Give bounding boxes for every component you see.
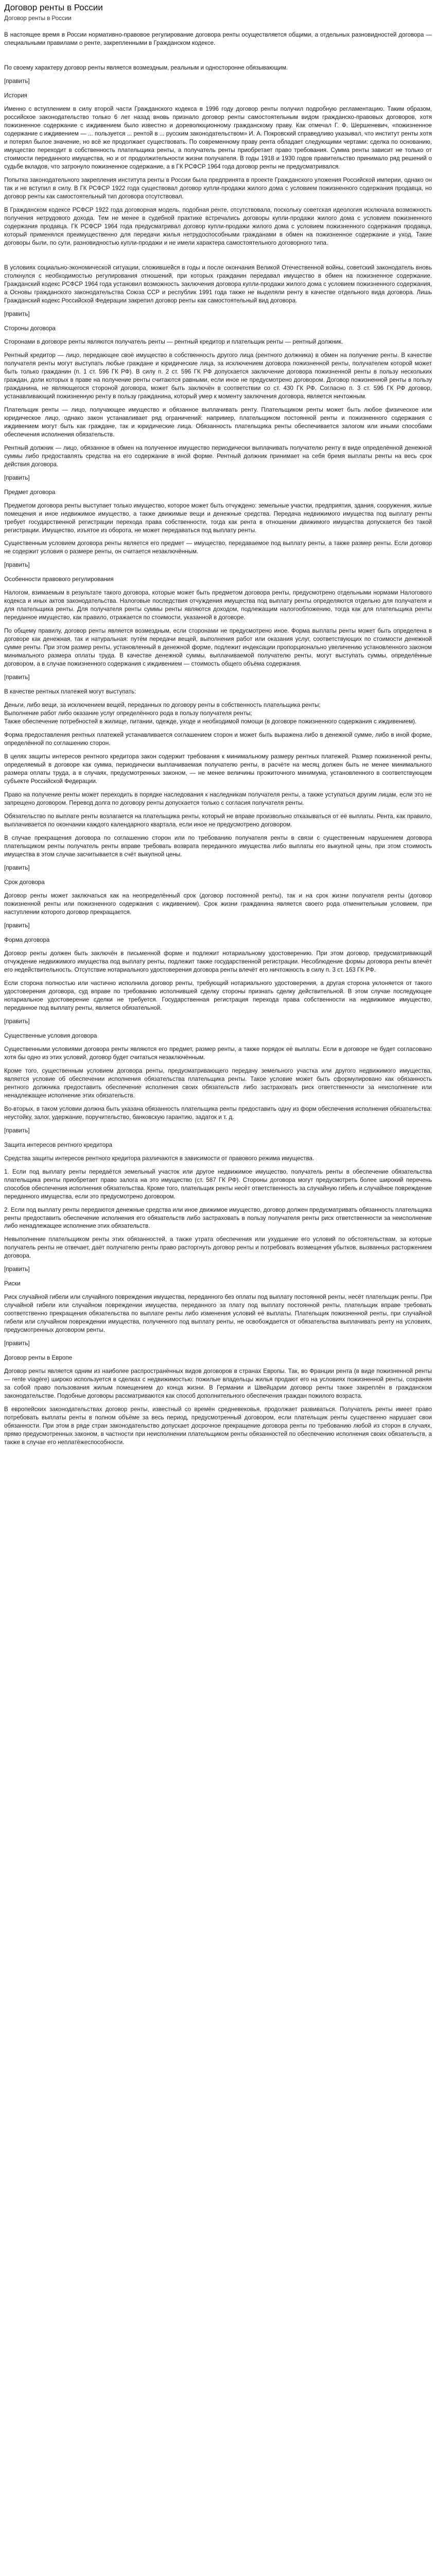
section-heading: Стороны договора	[4, 325, 56, 332]
paragraph: Невыполнение плательщиком ренты этих обязанностей, а также утрата обеспечения или ухудшение его условий по обстоятельствам, за которые получатель ренты не отвечает, даёт получателю ренты право расторгнуть договор ренты и потребовать возмещения убытков, вызванных расторжением договора.	[4, 1236, 432, 1260]
edit-link[interactable]: [править]	[4, 1127, 30, 1134]
section-heading: Существенные условия договора	[4, 1032, 97, 1039]
paragraph: В настоящее время в России нормативно-правовое регулирование договора ренты осуществляется общими, а отдельных разновидностей договора — специальными правилами о ренте, закрепленными в Гражданском кодексе.	[4, 31, 432, 47]
article-body	[4, 31, 432, 1447]
edit-link[interactable]: [править]	[4, 674, 30, 681]
edit-link[interactable]: [править]	[4, 1266, 30, 1273]
paragraph: Риск случайной гибели или случайного повреждения имущества, переданного без оплаты под выплату постоянной ренты, несёт плательщик ренты. При случайной гибели или случайном повреждении имущества, переданного за плату под выплату постоянной ренты, плательщик вправе требовать соответственно прекращения обязательства по выплате ренты либо изменения условий её выплаты. Плательщик пожизненной ренты, при случайной гибели или случайном повреждении имущества, полученного под выплату ренты, не освобождается от обязательства выплачивать ренту на условиях, предусмотренных договором ренты.	[4, 1294, 432, 1334]
page-title: Договор ренты в России	[4, 3, 103, 12]
paragraph: Рентный кредитор — лицо, передающее своё имущество в собственность другого лица (рентного должника) в обмен на получение ренты. В качестве получателя ренты могут выступать любые граждане и юридические лица, за исключением договора пожизненной ренты, получателем которой может быть только гражданин (п. 1 ст. 596 ГК РФ). В силу п. 2 ст. 596 ГК РФ допускается заключение договора пожизненной ренты в пользу нескольких граждан, доли которых в праве на получение ренты считаются равными, если иное не предусмотрено договором. Договор пожизненной ренты в пользу гражданина, не являющегося стороной договора, может быть заключён в соответствии со ст. 430 ГК РФ. Согласно п. 3 ст. 596 ГК РФ договор, устанавливающий пожизненную ренту в пользу гражданина, который умер к моменту заключения договора, является ничтожным.	[4, 351, 432, 400]
paragraph: Договор ренты может заключаться как на неопределённый срок (договор постоянной ренты), так и на срок жизни получателя ренты (договор пожизненной ренты или пожизненного содержания с иждивением). Срок жизни гражданина является своего рода отменительным условием, при наступлении которого договор прекращается.	[4, 892, 432, 916]
section-heading: История	[4, 92, 27, 99]
paragraph: Именно с вступлением в силу второй части Гражданского кодекса в 1996 году договор ренты получил подробную регламентацию. Таким образом, российское законодательство только 6 лет назад вновь признало договор ренты самостоятельным видом гражданско-правовых договоров, хотя пожизненное содержание с иждивением было известно и дореволюционному гражданскому праву. Как отмечал Г. Ф. Шершеневич, «пожизненное содержание с иждивением — ... пользуется ... рентой в ... русским законодательством» И. А. Покровский справедливо указывал, что институт ренты хотя и потерял былое значение, но всё же продолжает существовать. По современному праву рента обладает следующими чертами: сделка по основанию, имущество переходит в собственность плательщика ренты, а получатель ренты приобретает право требования. Сумма ренты зависит не только от стоимости переданного имущества, но и от продолжительности жизни получателя. В годы 1918 и 1930 годов правительство принимало ряд решений о судьбе вкладов, что затронуло пожизненное содержание, а в ГК РСФСР 1964 года договор ренты не предусматривался.	[4, 106, 432, 171]
paragraph: Предметом договора ренты выступает только имущество, которое может быть отчуждено: земельные участки, предприятия, здания, сооружения, жилые помещения и иное недвижимое имущество, а также движимые вещи и денежные средства. Передача недвижимого имущества под выплату ренты требует государственной регистрации перехода права собственности, тогда как рента в отношении движимого имущества допускается без такой регистрации. Имущество, изъятое из оборота, не может передаваться под выплату ренты.	[4, 502, 432, 534]
paragraph: В качестве рентных платежей могут выступать:	[4, 688, 136, 696]
paragraph: 1. Если под выплату ренты передаётся земельный участок или другое недвижимое имущество, получатель ренты в обеспечение обязательства плательщика ренты приобретает право залога на это имущество (ст. 587 ГК РФ). Стороны договора могут предусмотреть более широкий перечень способов обеспечения исполнения обязательства. Кроме того, плательщик ренты несёт ответственность за случайную гибель и случайное повреждение переданного имущества, если это предусмотрено договором.	[4, 1168, 432, 1200]
paragraph: Попытка законодательного закрепления института ренты в России была предпринята в проекте Гражданского уложения Российской империи, однако он так и не вступил в силу. В ГК РСФСР 1922 года существовал договор купли-продажи жилого дома с условием пожизненного содержания продавца, но договор ренты как самостоятельный тип договора отсутствовал.	[4, 177, 432, 200]
paragraph: Существенным условием договора ренты является его предмет — имущество, передаваемое под выплату ренты, а также размер ренты. Если договор не содержит условия о размере ренты, он считается незаключённым.	[4, 540, 432, 555]
paragraph: 2. Если под выплату ренты передаются денежные средства или иное движимое имущество, договор должен предусматривать обязанность плательщика ренты предоставить обеспечение исполнения его обязательств либо застраховать в пользу получателя ренты риск ответственности за неисполнение либо ненадлежащее исполнение этих обязательств.	[4, 1206, 432, 1230]
section-heading: Предмет договора	[4, 488, 56, 496]
paragraph: Во-вторых, в таком условии должна быть указана обязанность плательщика ренты предоставить одну из форм обеспечения исполнения обязательства: неустойку, залог, удержание, поручительство, банковскую гарантию, задаток и т. д.	[4, 1105, 432, 1121]
paragraph: Форма предоставления рентных платежей устанавливается соглашением сторон и может быть выражена либо в денежной сумме, либо в иной форме, определённой по соглашению сторон.	[4, 732, 432, 747]
paragraph: Право на получение ренты может переходить в порядке наследования к наследникам получателя ренты, а также уступаться другим лицам, если это не запрещено договором. Перевод долга по договору ренты допускается только с согласия получателя ренты.	[4, 791, 432, 807]
paragraph: В случае прекращения договора по соглашению сторон или по требованию получателя ренты в связи с существенным нарушением договора плательщиком ренты получатель ренты вправе требовать возврата переданного имущества либо выплаты его выкупной цены, при этом стоимость имущества в этом случае засчитывается в счёт выкупной цены.	[4, 835, 432, 858]
edit-link[interactable]: [править]	[4, 865, 30, 871]
section-heading: Договор ренты в Европе	[4, 1354, 73, 1362]
paragraph: Договор ренты является одним из наиболее распространённых видов договоров в странах Европы. Так, во Франции рента (в виде пожизненной ренты — rente viagère) широко используется в сделках с недвижимостью: пожилые владельцы жилья продают его на условиях пожизненной ренты, сохраняя за собой право пользования жилым помещением до конца жизни. В Германии и Швейцарии договор ренты также закреплён в гражданском законодательстве. Подобные договоры рассматриваются как способ дополнительного обеспечения граждан пожилого возраста.	[4, 1368, 432, 1400]
paragraph: Плательщик ренты — лицо, получающее имущество и обязанное выплачивать ренту. Плательщиком ренты может быть любое физическое или юридическое лицо, однако закон устанавливает ряд ограничений: например, плательщиком постоянной ренты и пожизненного содержания с иждивением могут быть как граждане, так и юридические лица. Обязанность плательщика ренты обеспечивается залогом или иными способами обеспечения исполнения обязательств.	[4, 406, 432, 438]
paragraph: В европейских законодательствах договор ренты, известный со времён средневековья, продолжает развиваться. Получатель ренты имеет право потребовать выплаты ренты в полном объёме за весь период, предусмотренный договором, если плательщик ренты существенно нарушает свои обязанности. При этом в ряде стран законодательство допускает досрочное прекращение договора ренты по требованию любой из сторон в случаях, прямо предусмотренных законом, в частности при неисполнении плательщиком ренты обязанностей по обеспечению исполнения своих обязательств, а также в случае его неплатёжеспособности.	[4, 1406, 432, 1446]
paragraph: Кроме того, существенным условием договора ренты, предусматривающего передачу земельного участка или другого недвижимого имущества, является условие об обеспечении исполнения обязательства плательщика ренты. Такое условие может быть сформулировано как обязанность рентного должника предоставить обеспечение исполнения своих обязательств либо застраховать риск ответственности за неисполнение или ненадлежащее исполнение этих обязательств.	[4, 1067, 432, 1099]
paragraph: По своему характеру договор ренты является возмездным, реальным и односторонне обязывающим.	[4, 64, 288, 72]
paragraph: Рентный должник — лицо, обязанное в обмен на полученное имущество периодически выплачивать получателю ренту в виде определённой денежной суммы либо предоставлять средства на его содержание в иной форме. Рентный должник принимает на себя бремя выплаты ренты на весь срок действия договора.	[4, 444, 432, 468]
edit-link[interactable]: [править]	[4, 562, 30, 569]
breadcrumb[interactable]: Договор ренты в России	[4, 15, 72, 22]
paragraph: Налогом, взимаемым в результате такого договора, которые может быть предметом договора ренты, предусмотрено отдельными нормами Налогового кодекса и иных актов законодательства. Налоговые последствия отчуждения имущества под выплату ренты определяются отдельно для получателя и для плательщика ренты. Для получателя ренты суммы ренты являются доходом, подлежащим налогообложению, тогда как для плательщика ренты переданное имущество, как правило, отражается по стоимости, указанной в договоре.	[4, 589, 432, 621]
edit-link[interactable]: [править]	[4, 78, 30, 85]
edit-link[interactable]: [править]	[4, 474, 30, 481]
paragraph: В Гражданском кодексе РСФСР 1922 года договорная модель, подобная ренте, отсутствовала, поскольку советская идеология исключала возможность получения нетрудового дохода. Тем не менее в судебной практике встречались договоры купли-продажи жилого дома с условием пожизненного содержания продавца. ГК РСФСР 1964 года предусматривал договор купли-продажи жилого дома с условием пожизненного содержания продавца, который применялся преимущественно для передачи жилья нетрудоспособными гражданами в обмен на пожизненное содержание и уход. Такие договоры были, по сути, разновидностью купли-продажи и не имели характера самостоятельного договорного типа.	[4, 206, 432, 246]
paragraph: В целях защиты интересов рентного кредитора закон содержит требования к минимальному размеру рентных платежей. Размер пожизненной ренты, определяемый в договоре как сумма, периодически выплачиваемая получателю ренты, в расчёте на месяц должен быть не менее минимального размера оплаты труда, а в случаях, предусмотренных законом, — не менее величины прожиточного минимума, установленного в соответствующем субъекте Российской Федерации.	[4, 753, 432, 785]
section-heading: Срок договора	[4, 878, 45, 886]
edit-link[interactable]: [править]	[4, 922, 30, 929]
paragraph: Сторонами в договоре ренты являются получатель ренты — рентный кредитор и плательщик ренты — рентный должник.	[4, 338, 343, 345]
paragraph: По общему правилу, договор ренты является возмездным, если сторонами не предусмотрено иное. Форма выплаты ренты может быть определена в договоре как денежная, так и натуральная: путём передачи вещей, выполнения работ или оказания услуг, соответствующих по стоимости денежной сумме ренты. При этом размер ренты, установленный в денежной форме, подлежит индексации пропорционально увеличению установленного законом минимального размера оплаты труда. В качестве денежной суммы, выплачиваемой получателю ренты, могут выступать суммы, определённые договором, а в случае пожизненного содержания с иждивением — стоимость общего объёма содержания.	[4, 628, 432, 668]
paragraph: Если сторона полностью или частично исполнила договор ренты, требующий нотариального удостоверения, а другая сторона уклоняется от такого удостоверения договора, суд вправе по требованию исполнившей сделку стороны признать сделку действительной. В этом случае последующее нотариальное удостоверение сделки не требуется. Государственная регистрация перехода права собственности на недвижимое имущество, переданное под выплату ренты, является обязательной.	[4, 979, 432, 1011]
paragraph: Деньги, либо вещи, за исключением вещей, переданных по договору ренты в собственность плательщика ренты; Выполнение работ либо оказание услуг определённого рода в пользу получателя ренты; Также обеспечение потребностей в жилище, питании, одежде, уходе и необходимой помощи (в договоре пожизненного содержания с иждивением).	[4, 702, 417, 725]
paragraph: Договор ренты должен быть заключён в письменной форме и подлежит нотариальному удостоверению. При этом договор, предусматривающий отчуждение недвижимого имущества под выплату ренты, подлежит также государственной регистрации. Несоблюдение формы договора ренты влечёт его недействительность. Отсутствие нотариального удостоверения договора ренты влечёт его ничтожность в силу п. 3 ст. 163 ГК РФ.	[4, 950, 432, 973]
edit-link[interactable]: [править]	[4, 1340, 30, 1347]
edit-link[interactable]: [править]	[4, 1018, 30, 1025]
paragraph: Обязательство по выплате ренты возлагается на плательщика ренты, который не вправе произвольно отказываться от её выплаты. Рента, как правило, выплачивается по окончании каждого календарного квартала, если иное не предусмотрено договором.	[4, 813, 432, 828]
edit-link[interactable]: [править]	[4, 310, 30, 317]
section-heading: Риски	[4, 1280, 21, 1287]
section-heading: Особенности правового регулирования	[4, 576, 114, 583]
section-heading: Форма договора	[4, 936, 50, 943]
paragraph: В условиях социально-экономической ситуации, сложившейся в годы и после окончания Великой Отечественной войны, советский законодатель вновь столкнулся с необходимостью регулирования отношений, при которых гражданин передавал имущество в обмен на пожизненное содержание. Гражданский кодекс РСФСР 1964 года установил возможность заключения договора купли-продажи жилого дома с условием пожизненного содержания, а Основы гражданского законодательства Союза ССР и республик 1991 года также не выделяли ренту в качестве отдельного вида договора. Лишь Гражданский кодекс Российской Федерации закрепил договор ренты как самостоятельный вид договора.	[4, 264, 432, 304]
section-heading: Защита интересов рентного кредитора	[4, 1141, 113, 1148]
paragraph: Существенными условиями договора ренты являются его предмет, размер ренты, а также порядок её выплаты. Если в договоре не будет согласовано хотя бы одно из этих условий, договор будет считаться незаключённым.	[4, 1045, 432, 1061]
paragraph: Средства защиты интересов рентного кредитора различаются в зависимости от правового режима имущества.	[4, 1155, 315, 1162]
